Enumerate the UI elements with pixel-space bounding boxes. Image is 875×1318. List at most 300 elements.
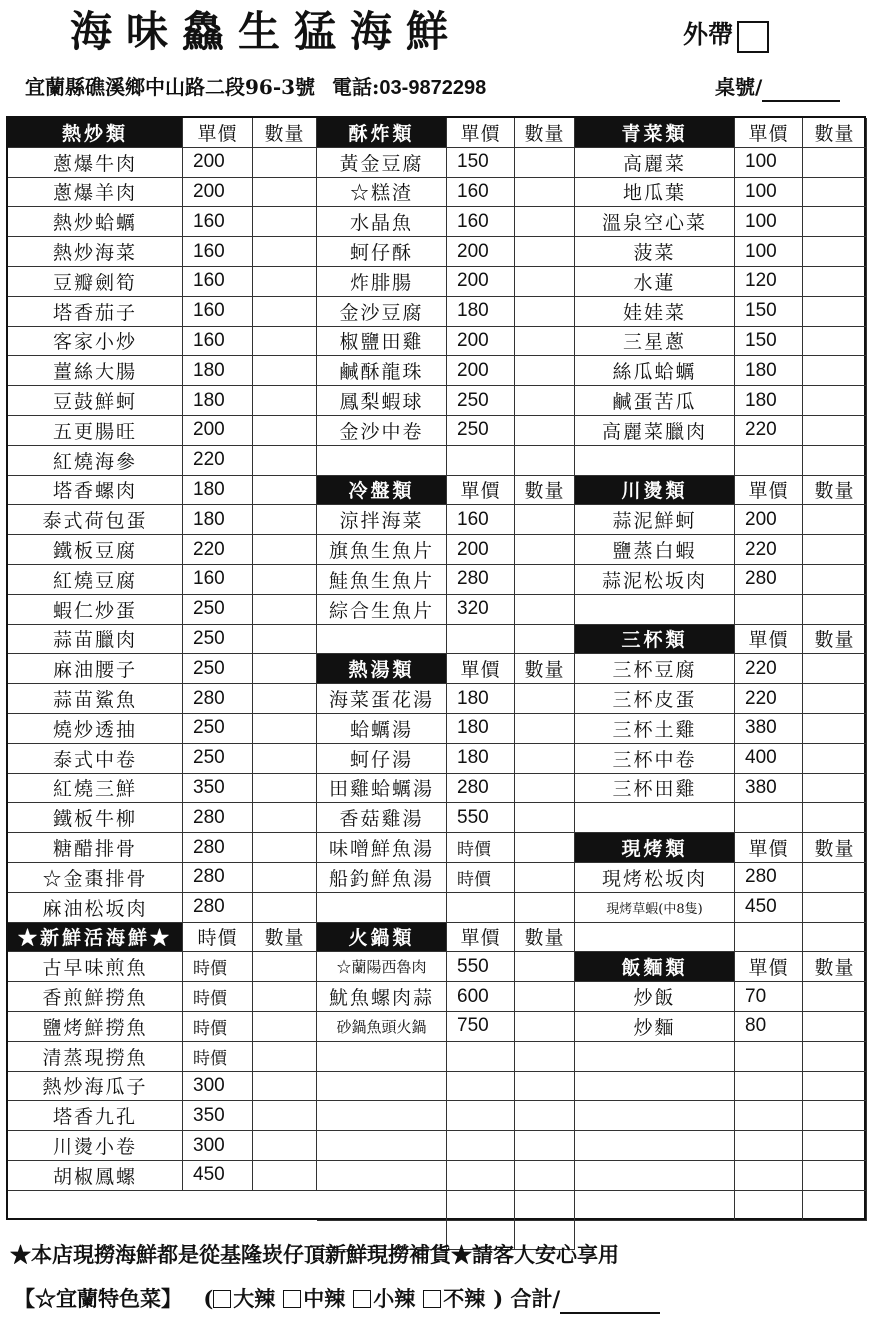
quantity-field[interactable] xyxy=(515,446,575,475)
blank-row xyxy=(575,1131,867,1161)
menu-item-price: 150 xyxy=(447,148,515,177)
menu-item-name: 五更腸旺 xyxy=(8,416,183,445)
quantity-field[interactable] xyxy=(253,833,317,862)
menu-item-name: 香菇雞湯 xyxy=(317,803,447,832)
quantity-field[interactable] xyxy=(253,178,317,207)
quantity-field[interactable] xyxy=(803,505,867,534)
quantity-field[interactable] xyxy=(253,982,317,1011)
menu-item-name: 涼拌海菜 xyxy=(317,505,447,534)
spicy-checkbox[interactable] xyxy=(353,1290,371,1308)
quantity-column-label: 數量 xyxy=(253,118,317,147)
menu-item-name: 現烤草蝦(中8隻) xyxy=(575,893,735,922)
quantity-field[interactable] xyxy=(515,1161,575,1190)
menu-item-name: 地瓜葉 xyxy=(575,178,735,207)
menu-item-row xyxy=(8,803,317,833)
menu-item-name: 鐵板豆腐 xyxy=(8,535,183,564)
blank-row xyxy=(317,1131,575,1161)
quantity-column-label: 數量 xyxy=(803,118,867,147)
menu-item-price: 200 xyxy=(183,416,253,445)
menu-item-name: 鹹酥龍珠 xyxy=(317,356,447,385)
table-number[interactable] xyxy=(715,72,840,102)
menu-item-name: 海菜蛋花湯 xyxy=(317,684,447,713)
menu-item-name: 三杯豆腐 xyxy=(575,654,735,683)
menu-item-price: 時價 xyxy=(183,952,253,981)
menu-item-row xyxy=(575,863,867,893)
menu-item-price: 200 xyxy=(183,148,253,177)
menu-item-price xyxy=(447,1161,515,1190)
quantity-field[interactable] xyxy=(515,386,575,415)
menu-item-price: 100 xyxy=(735,178,803,207)
menu-item-row xyxy=(575,327,867,357)
menu-item-name xyxy=(317,1131,447,1160)
section-title: 火鍋類 xyxy=(317,923,447,952)
quantity-field[interactable] xyxy=(253,744,317,773)
quantity-field[interactable] xyxy=(515,952,575,981)
menu-item-price: 160 xyxy=(183,207,253,236)
menu-item-row xyxy=(317,684,575,714)
menu-item-name: 娃娃菜 xyxy=(575,297,735,326)
quantity-field[interactable] xyxy=(253,774,317,803)
quantity-field[interactable] xyxy=(803,565,867,594)
quantity-field[interactable] xyxy=(803,237,867,266)
quantity-field[interactable] xyxy=(803,654,867,683)
spicy-options xyxy=(213,1286,493,1311)
menu-item-price: 200 xyxy=(183,178,253,207)
quantity-field[interactable] xyxy=(253,148,317,177)
menu-item-name: 蔥爆牛肉 xyxy=(8,148,183,177)
quantity-field[interactable] xyxy=(803,803,867,832)
menu-order-grid xyxy=(6,116,866,1220)
menu-item-price xyxy=(447,1191,515,1220)
quantity-field[interactable] xyxy=(803,356,867,385)
quantity-field[interactable] xyxy=(515,505,575,534)
blank-row xyxy=(317,1101,575,1131)
section-header xyxy=(575,625,867,655)
menu-item-price xyxy=(735,1131,803,1160)
menu-item-row xyxy=(317,416,575,446)
price-column-label: 單價 xyxy=(447,118,515,147)
quantity-field[interactable] xyxy=(515,863,575,892)
quantity-field[interactable] xyxy=(803,1191,867,1220)
menu-item-row xyxy=(8,774,317,804)
quantity-field[interactable] xyxy=(803,982,867,1011)
menu-item-price: 100 xyxy=(735,237,803,266)
quantity-field[interactable] xyxy=(803,774,867,803)
quantity-field[interactable] xyxy=(515,833,575,862)
menu-item-name: 蝦仁炒蛋 xyxy=(8,595,183,624)
blank-row xyxy=(317,1072,575,1102)
menu-item-name: 現烤松坂肉 xyxy=(575,863,735,892)
quantity-field[interactable] xyxy=(253,952,317,981)
spicy-option[interactable] xyxy=(423,1286,485,1311)
section-title: 現烤類 xyxy=(575,833,735,862)
menu-item-price: 220 xyxy=(183,535,253,564)
blank-row xyxy=(575,923,867,953)
menu-item-row xyxy=(575,774,867,804)
quantity-column-label: 數量 xyxy=(803,833,867,862)
menu-item-price: 時價 xyxy=(183,1012,253,1041)
menu-item-price: 80 xyxy=(735,1012,803,1041)
menu-item-name xyxy=(575,1101,735,1130)
quantity-field[interactable] xyxy=(253,356,317,385)
section-header xyxy=(8,923,317,953)
menu-item-row xyxy=(8,833,317,863)
quantity-field[interactable] xyxy=(515,416,575,445)
menu-item-row xyxy=(8,178,317,208)
spicy-checkbox[interactable] xyxy=(283,1290,301,1308)
menu-item-price: 280 xyxy=(447,565,515,594)
quantity-field[interactable] xyxy=(803,267,867,296)
quantity-field[interactable] xyxy=(253,327,317,356)
menu-item-row xyxy=(8,386,317,416)
spicy-level-line: 【☆宜蘭特色菜】 ( 大辣 中辣 小辣 不辣 ) 合計/ xyxy=(14,1284,660,1314)
quantity-field[interactable] xyxy=(803,1072,867,1101)
menu-item-price: 180 xyxy=(183,356,253,385)
spicy-option[interactable] xyxy=(213,1286,275,1311)
quantity-field[interactable] xyxy=(803,595,867,624)
spicy-option-label: 大辣 xyxy=(233,1286,276,1311)
menu-item-row xyxy=(8,625,317,655)
blank-row xyxy=(317,893,575,923)
quantity-field[interactable] xyxy=(515,1012,575,1041)
quantity-column-label: 數量 xyxy=(253,923,317,952)
menu-item-row xyxy=(317,863,575,893)
menu-item-price: 300 xyxy=(183,1072,253,1101)
quantity-field[interactable] xyxy=(515,1101,575,1130)
menu-item-name: 高麗菜 xyxy=(575,148,735,177)
menu-item-price: 200 xyxy=(447,327,515,356)
quantity-field[interactable] xyxy=(253,237,317,266)
menu-item-name: 熱炒海菜 xyxy=(8,237,183,266)
quantity-field[interactable] xyxy=(253,476,317,505)
quantity-field[interactable] xyxy=(253,297,317,326)
blank-row xyxy=(575,446,867,476)
quantity-field[interactable] xyxy=(515,803,575,832)
menu-item-row xyxy=(8,684,317,714)
phone-number: 03-9872298 xyxy=(379,77,487,99)
quantity-field[interactable] xyxy=(253,505,317,534)
menu-item-price: 250 xyxy=(183,625,253,654)
quantity-field[interactable] xyxy=(803,297,867,326)
menu-item-row xyxy=(8,565,317,595)
quantity-field[interactable] xyxy=(253,416,317,445)
quantity-field[interactable] xyxy=(803,893,867,922)
menu-item-row xyxy=(575,505,867,535)
menu-item-name xyxy=(317,1042,447,1071)
menu-item-name: 熱炒海瓜子 xyxy=(8,1072,183,1101)
menu-item-name: 炸腓腸 xyxy=(317,267,447,296)
blank-row xyxy=(575,1072,867,1102)
menu-item-row xyxy=(317,535,575,565)
menu-item-price: 350 xyxy=(183,774,253,803)
quantity-field[interactable] xyxy=(253,595,317,624)
menu-item-price: 280 xyxy=(735,863,803,892)
menu-item-name: 魷魚螺肉蒜 xyxy=(317,982,447,1011)
menu-item-name: 高麗菜臘肉 xyxy=(575,416,735,445)
blank-row xyxy=(317,1161,575,1191)
quantity-field[interactable] xyxy=(253,535,317,564)
quantity-field[interactable] xyxy=(803,446,867,475)
menu-item-row xyxy=(317,774,575,804)
menu-item-price: 160 xyxy=(447,207,515,236)
menu-item-row xyxy=(317,595,575,625)
menu-item-name: 蒜苗鯊魚 xyxy=(8,684,183,713)
quantity-field[interactable] xyxy=(253,1161,317,1190)
quantity-field[interactable] xyxy=(515,297,575,326)
menu-item-price: 180 xyxy=(447,684,515,713)
quantity-field[interactable] xyxy=(253,446,317,475)
menu-item-name: 胡椒鳳螺 xyxy=(8,1161,183,1190)
quantity-field[interactable] xyxy=(515,714,575,743)
menu-item-price xyxy=(735,803,803,832)
menu-item-name: 豆瓣劍筍 xyxy=(8,267,183,296)
menu-item-row xyxy=(317,982,575,1012)
blank-row xyxy=(317,1042,575,1072)
quantity-field[interactable] xyxy=(515,893,575,922)
quantity-field[interactable] xyxy=(253,1131,317,1160)
menu-item-row xyxy=(8,654,317,684)
menu-item-price xyxy=(735,1161,803,1190)
menu-item-name: 炒飯 xyxy=(575,982,735,1011)
menu-item-name: 水晶魚 xyxy=(317,207,447,236)
phone-label: 電話: xyxy=(332,75,380,99)
menu-item-row xyxy=(575,178,867,208)
menu-item-price: 250 xyxy=(447,386,515,415)
quantity-field[interactable] xyxy=(253,863,317,892)
menu-item-row xyxy=(317,714,575,744)
restaurant-title: 海味鱻生猛海鮮 xyxy=(70,7,463,56)
menu-item-row xyxy=(317,148,575,178)
menu-item-name: 豆鼓鮮蚵 xyxy=(8,386,183,415)
menu-item-row xyxy=(575,297,867,327)
quantity-field[interactable] xyxy=(515,535,575,564)
quantity-field[interactable] xyxy=(803,178,867,207)
quantity-field[interactable] xyxy=(515,684,575,713)
quantity-field[interactable] xyxy=(253,684,317,713)
quantity-field[interactable] xyxy=(253,1012,317,1041)
menu-item-price: 100 xyxy=(735,207,803,236)
menu-item-name: 三杯皮蛋 xyxy=(575,684,735,713)
quantity-field[interactable] xyxy=(803,1042,867,1071)
quantity-field[interactable] xyxy=(803,744,867,773)
menu-item-price: 180 xyxy=(183,476,253,505)
menu-item-name: 麻油腰子 xyxy=(8,654,183,683)
quantity-field[interactable] xyxy=(515,327,575,356)
quantity-field[interactable] xyxy=(803,207,867,236)
quantity-field[interactable] xyxy=(515,148,575,177)
menu-item-price: 380 xyxy=(735,714,803,743)
menu-item-row xyxy=(8,1042,317,1072)
quantity-field[interactable] xyxy=(803,923,867,952)
menu-item-row xyxy=(575,356,867,386)
quantity-field[interactable] xyxy=(803,386,867,415)
menu-item-name xyxy=(575,1131,735,1160)
quantity-field[interactable] xyxy=(803,535,867,564)
menu-item-name: 紅燒豆腐 xyxy=(8,565,183,594)
quantity-field[interactable] xyxy=(515,1191,575,1220)
menu-item-name xyxy=(575,923,735,952)
menu-item-price xyxy=(735,1042,803,1071)
quantity-field[interactable] xyxy=(803,1161,867,1190)
menu-item-row xyxy=(8,535,317,565)
menu-item-row xyxy=(8,476,317,506)
price-column-label: 單價 xyxy=(735,833,803,862)
takeout-checkbox[interactable] xyxy=(737,21,769,53)
price-column-label: 單價 xyxy=(447,654,515,683)
section-title: 熱炒類 xyxy=(8,118,183,147)
menu-item-price: 550 xyxy=(447,952,515,981)
menu-item-price: 160 xyxy=(183,327,253,356)
quantity-column-label: 數量 xyxy=(515,923,575,952)
quantity-field[interactable] xyxy=(253,565,317,594)
menu-item-price xyxy=(447,1072,515,1101)
spicy-option[interactable] xyxy=(353,1286,415,1311)
quantity-field[interactable] xyxy=(253,625,317,654)
quantity-field[interactable] xyxy=(515,1072,575,1101)
quantity-field[interactable] xyxy=(515,237,575,266)
table-number-blank[interactable] xyxy=(762,78,840,102)
spicy-checkbox[interactable] xyxy=(213,1290,231,1308)
menu-item-price: 180 xyxy=(183,505,253,534)
menu-item-row xyxy=(317,267,575,297)
quantity-field[interactable] xyxy=(253,893,317,922)
menu-item-row xyxy=(575,893,867,923)
menu-item-name xyxy=(575,1072,735,1101)
menu-item-name: 金沙中卷 xyxy=(317,416,447,445)
quantity-field[interactable] xyxy=(803,1131,867,1160)
quantity-field[interactable] xyxy=(515,565,575,594)
menu-item-price xyxy=(735,923,803,952)
address: 宜蘭縣礁溪鄉中山路二段96-3號 xyxy=(25,75,316,99)
menu-item-row xyxy=(317,833,575,863)
menu-item-price: 280 xyxy=(183,684,253,713)
quantity-field[interactable] xyxy=(515,744,575,773)
menu-item-price: 100 xyxy=(735,148,803,177)
quantity-field[interactable] xyxy=(515,1131,575,1160)
blank-row xyxy=(575,1191,867,1221)
blank-row xyxy=(575,1101,867,1131)
menu-item-price xyxy=(447,893,515,922)
quantity-field[interactable] xyxy=(803,1101,867,1130)
quantity-field[interactable] xyxy=(253,1042,317,1071)
quantity-field[interactable] xyxy=(253,207,317,236)
quantity-field[interactable] xyxy=(803,327,867,356)
table-label: 桌號/ xyxy=(715,75,763,99)
spicy-option-label: 中辣 xyxy=(303,1286,346,1311)
quantity-field[interactable] xyxy=(515,595,575,624)
menu-item-row xyxy=(575,654,867,684)
menu-item-name xyxy=(317,625,447,654)
menu-item-row xyxy=(317,803,575,833)
menu-item-name xyxy=(575,1161,735,1190)
menu-item-name: 蛤蠣湯 xyxy=(317,714,447,743)
quantity-field[interactable] xyxy=(253,267,317,296)
menu-item-row xyxy=(575,416,867,446)
menu-item-price: 160 xyxy=(183,237,253,266)
menu-item-price: 160 xyxy=(183,565,253,594)
quantity-field[interactable] xyxy=(803,1012,867,1041)
menu-item-price xyxy=(735,595,803,624)
quantity-field[interactable] xyxy=(803,148,867,177)
section-title: 熱湯類 xyxy=(317,654,447,683)
quantity-field[interactable] xyxy=(803,714,867,743)
menu-item-name: 三星蔥 xyxy=(575,327,735,356)
menu-item-name xyxy=(317,446,447,475)
section-title: 冷盤類 xyxy=(317,476,447,505)
quantity-field[interactable] xyxy=(515,625,575,654)
menu-item-row xyxy=(8,595,317,625)
menu-item-row xyxy=(8,952,317,982)
menu-item-price xyxy=(447,446,515,475)
quantity-field[interactable] xyxy=(515,178,575,207)
menu-item-price: 時價 xyxy=(183,982,253,1011)
section-header xyxy=(575,476,867,506)
quantity-field[interactable] xyxy=(515,1042,575,1071)
quantity-field[interactable] xyxy=(515,207,575,236)
menu-item-name: 紅燒海參 xyxy=(8,446,183,475)
spicy-checkbox[interactable] xyxy=(423,1290,441,1308)
quantity-field[interactable] xyxy=(253,803,317,832)
menu-item-price: 150 xyxy=(735,327,803,356)
spicy-option[interactable] xyxy=(283,1286,345,1311)
menu-item-price: 160 xyxy=(183,267,253,296)
menu-item-name: ☆糕渣 xyxy=(317,178,447,207)
menu-item-price: 450 xyxy=(735,893,803,922)
takeout-option[interactable] xyxy=(683,18,769,53)
section-title: 飯麵類 xyxy=(575,952,735,981)
menu-item-row xyxy=(8,237,317,267)
menu-item-price: 450 xyxy=(183,1161,253,1190)
quantity-field[interactable] xyxy=(515,356,575,385)
quantity-field[interactable] xyxy=(253,1101,317,1130)
quantity-field[interactable] xyxy=(803,684,867,713)
quantity-field[interactable] xyxy=(253,714,317,743)
menu-item-name: 古早味煎魚 xyxy=(8,952,183,981)
menu-item-row xyxy=(8,1012,317,1042)
quantity-field[interactable] xyxy=(803,863,867,892)
menu-item-price: 200 xyxy=(447,356,515,385)
freshness-notice: ★本店現撈海鮮都是從基隆崁仔頂新鮮現撈補貨★請客人安心享用 xyxy=(10,1242,619,1267)
quantity-column-label: 數量 xyxy=(515,476,575,505)
quantity-field[interactable] xyxy=(803,416,867,445)
menu-item-row xyxy=(317,1012,575,1042)
total-blank[interactable] xyxy=(560,1290,660,1314)
price-column-label: 單價 xyxy=(447,476,515,505)
price-column-label: 單價 xyxy=(735,952,803,981)
quantity-field[interactable] xyxy=(253,1072,317,1101)
quantity-field[interactable] xyxy=(515,982,575,1011)
menu-item-name: 蒜泥鮮蚵 xyxy=(575,505,735,534)
price-column-label: 時價 xyxy=(183,923,253,952)
menu-item-price: 200 xyxy=(447,267,515,296)
quantity-field[interactable] xyxy=(253,654,317,683)
menu-item-row xyxy=(575,744,867,774)
menu-item-row xyxy=(8,1101,317,1131)
menu-item-price: 180 xyxy=(735,356,803,385)
menu-item-price: 150 xyxy=(735,297,803,326)
menu-item-name: 菠菜 xyxy=(575,237,735,266)
quantity-field[interactable] xyxy=(515,774,575,803)
menu-item-name: 絲瓜蛤蠣 xyxy=(575,356,735,385)
menu-item-price xyxy=(735,1191,803,1220)
menu-item-price: 時價 xyxy=(183,1042,253,1071)
menu-item-name: 旗魚生魚片 xyxy=(317,535,447,564)
quantity-field[interactable] xyxy=(515,267,575,296)
menu-item-price: 160 xyxy=(447,505,515,534)
menu-item-price xyxy=(735,446,803,475)
blank-row xyxy=(317,446,575,476)
quantity-field[interactable] xyxy=(253,386,317,415)
